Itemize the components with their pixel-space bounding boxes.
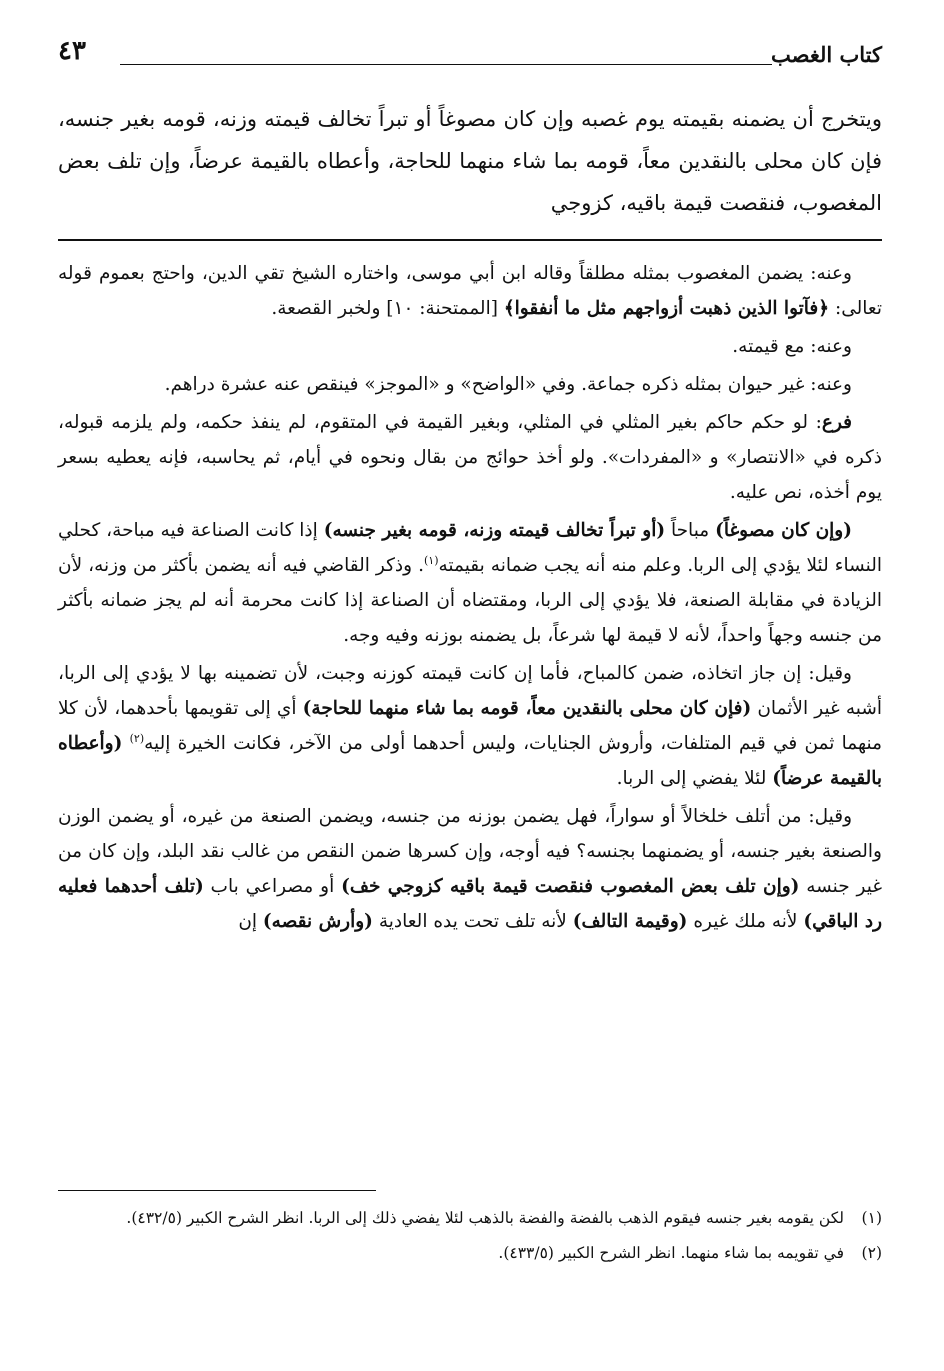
matn-quote: (وقيمة التالف) (572, 911, 688, 932)
footnote-text: في تقويمه بما شاء منهما. انظر الشرح الكبير (٤٣٣/٥). (498, 1244, 844, 1262)
commentary-paragraph-4: فرع: لو حكم حاكم بغير المثلي في المثلي، وبغير القيمة في المتقوم، لم ينفذ حكمه، ولم يلزمه قبوله، ذكره في «الانتصار» و «المفردات». ولو أخذ حوائج من بقال ونحوه في أيام، ثم يحاسبه، فإنه يعطيه بسعر يوم أخذه، نص عليه. (58, 412, 882, 503)
footnote-text: لكن يقومه بغير جنسه فيقوم الذهب بالفضة والفضة بالذهب لئلا يفضي ذلك إلى الربا. انظر الشرح الكبير (٤٣٢/٥). (126, 1209, 844, 1227)
footnotes (58, 1204, 882, 1274)
book-page (58, 0, 882, 1371)
commentary-paragraph-7: وقيل: من أتلف خلخالاً أو سواراً، فهل يضمن بوزنه من جنسه، ويضمن الصنعة من غيره، أو يضمن الوزن والصنعة بغير جنسه، أو يضمنهما بجنسه؟ فيه أوجه، وإن كسرها ضمن النقص من غالب نقد البلد، وإن كان من غير جنسه (وإن تلف بعض المغصوب فنقصت قيمة باقيه كزوجي خف) أو مصراعي باب (تلف أحدهما فعليه رد الباقي) لأنه ملك غيره (وقيمة التالف) لأنه تلف تحت يده العادية (وأرش نقصه) إن (58, 806, 882, 932)
footnote-ref-1[interactable]: (١) (423, 553, 439, 567)
commentary-paragraph-3: وعنه: غير حيوان بمثله ذكره جماعة. وفي «الواضح» و «الموجز» فينقص عنه عشرة دراهم. (164, 374, 852, 395)
matn-text: ويتخرج أن يضمنه بقيمته يوم غصبه وإن كان مصوغاً أو تبراً تخالف قيمته وزنه، قومه بغير جنسه، فإن كان محلى بالنقدين معاً، قومه بما شاء منهما للحاجة، وأعطاه بالقيمة عرضاً، وإن تلف بعض المغصوب، فنقصت قيمة باقيه، كزوجي (58, 107, 882, 215)
matn-quote: (وإن تلف بعض المغصوب فنقصت قيمة باقيه كزوجي خف) (341, 876, 800, 897)
footnote-rule (58, 1190, 376, 1191)
matn-quote: (أو تبراً تخالف قيمته وزنه، قومه بغير جنسه) (323, 520, 666, 541)
running-title: كتاب الغصب (770, 42, 882, 67)
running-header (58, 34, 882, 74)
commentary-section (58, 256, 882, 942)
footnote-number: (١) (861, 1209, 882, 1227)
matn-quote: (تلف أحدهما فعليه رد الباقي) (58, 876, 882, 932)
commentary-paragraph-1: وعنه: يضمن المغصوب بمثله مطلقاً وقاله ابن أبي موسى، واختاره الشيخ تقي الدين، واحتج بعموم قوله تعالى: ﴿فآتوا الذين ذهبت أزواجهم مثل ما أنفقوا﴾ [الممتحنة: ١٠] ولخبر القصعة. (58, 263, 882, 319)
commentary-paragraph-5: (وإن كان مصوغاً) مباحاً (أو تبراً تخالف قيمته وزنه، قومه بغير جنسه) إذا كانت الصناعة فيه مباحة، كحلي النساء لئلا يؤدي إلى الربا. وعلم منه أنه يجب ضمانه بقيمته$^{(١)}$. وذكر القاضي فيه أنه يضمن بأكثر من وزنه، لأن الزيادة في مقابلة الصنعة، فلا يؤدي إلى الربا، ومقتضاه أن الصناعة إذا كانت محرمة أنه لم يجز ضمانه بأكثر من جنسه وجهاً واحداً، لأنه لا قيمة لها شرعاً، بل يضمنه بوزنه وفيه وجه. (58, 520, 882, 646)
matn-quote: (وإن كان مصوغاً) (715, 520, 852, 541)
page-number: ٤٣ (58, 36, 86, 66)
matn-quote: (وأعطاه بالقيمة عرضاً) (58, 733, 882, 789)
footnote-ref-2[interactable]: (٢) (129, 731, 145, 745)
commentary-paragraph-2: وعنه: مع قيمته. (732, 336, 852, 357)
matn-quote: (وأرش نقصه) (262, 911, 373, 932)
quran-verse: ﴿فآتوا الذين ذهبت أزواجهم مثل ما أنفقوا﴾ (503, 298, 830, 319)
matn-separator-rule (58, 239, 882, 241)
matn-quote: (فإن كان محلى بالنقدين معاً، قومه بما شاء منهما للحاجة) (302, 698, 752, 719)
footnote-number: (٢) (861, 1244, 882, 1262)
footnote-2 (58, 1239, 882, 1268)
commentary-paragraph-6: وقيل: إن جاز اتخاذه، ضمن كالمباح، فأما إن كانت قيمته كوزنه وجبت، لأن تضمينه بها لا يؤدي إلى الربا، أشبه غير الأثمان (فإن كان محلى بالنقدين معاً، قومه بما شاء منهما للحاجة) أي إلى تقويمها بأحدهما، لأن كلا منهما ثمن في قيم المتلفات، وأروش الجنايات، وليس أحدهما أولى من الآخر، فكانت الخيرة إليه$^{(٢)}$ (وأعطاه بالقيمة عرضاً) لئلا يفضي إلى الربا. (58, 663, 882, 789)
footnote-1 (58, 1204, 882, 1233)
far-label: فرع (821, 412, 852, 433)
header-rule (120, 64, 772, 65)
